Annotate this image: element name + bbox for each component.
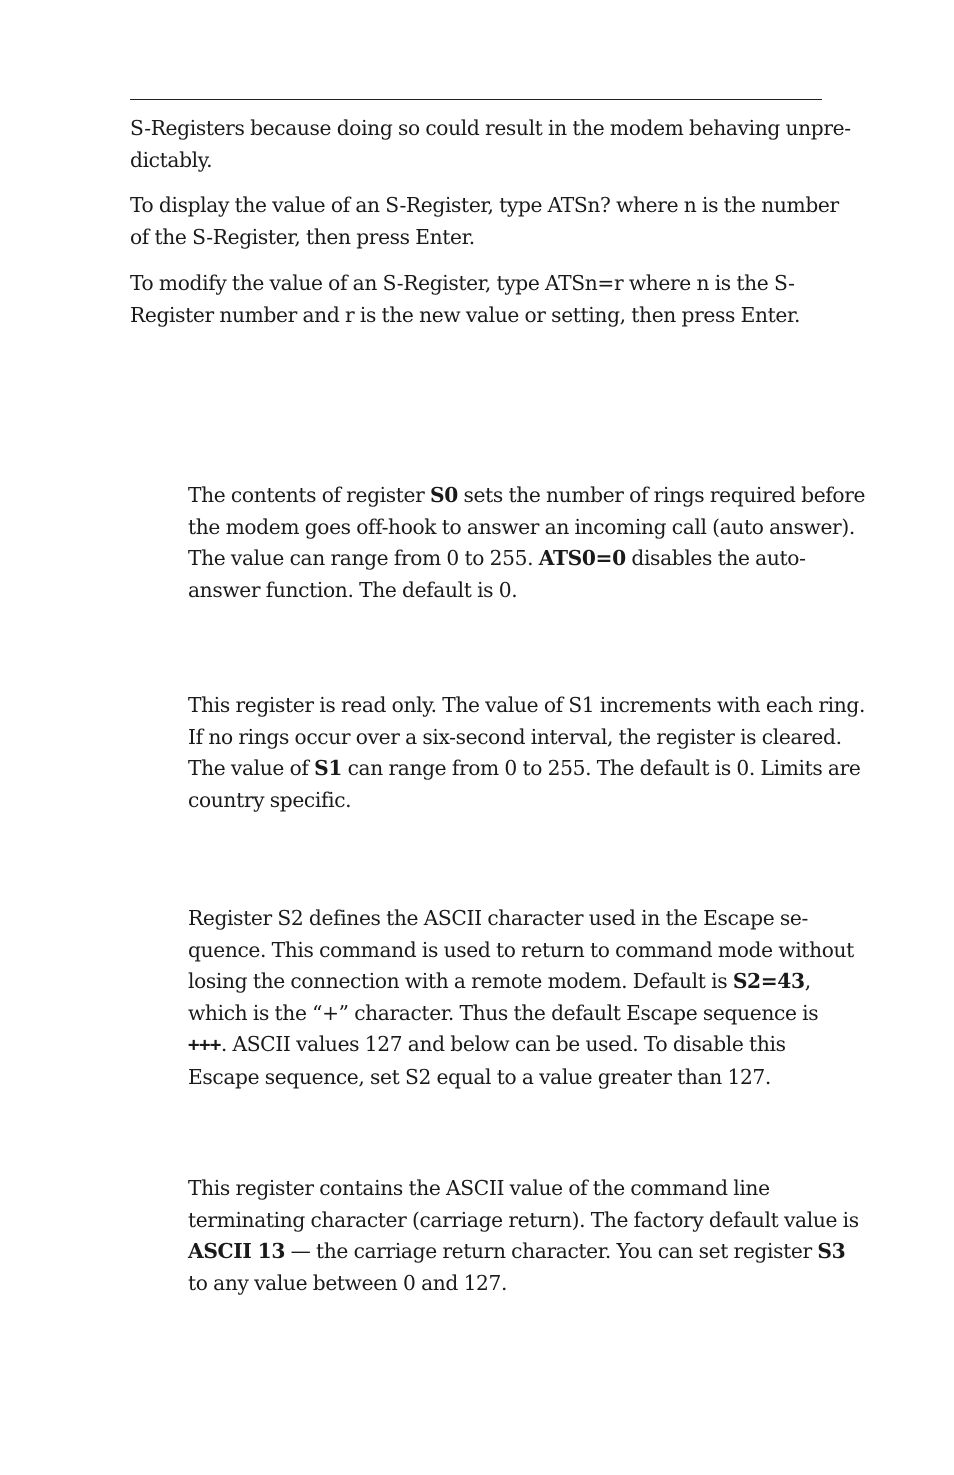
s0-line-2: the modem goes off-hook to answer an incoming call (auto answer). <box>188 514 855 539</box>
s3-line-4: to any value between 0 and 127. <box>188 1270 508 1295</box>
intro-paragraph-3 <box>130 268 830 331</box>
s1-line-2: If no rings occur over a six-second interval, the register is cleared. <box>188 724 842 749</box>
intro-p3-line-2: Register number and r is the new value or setting, then press Enter. <box>130 302 801 327</box>
s3-line-2: terminating character (carriage return). The factory default value is <box>188 1207 859 1232</box>
s1-line-4: country specific. <box>188 787 352 812</box>
s3-default-value: ASCII 13 <box>188 1239 286 1263</box>
s2-line-6: Escape sequence, set S2 equal to a value greater than 127. <box>188 1064 771 1089</box>
s2-line-2: quence. This command is used to return to command mode without <box>188 937 854 962</box>
intro-p1-line-2: dictably. <box>130 147 213 172</box>
s3-text: — the carriage return character. You can set register <box>285 1239 818 1263</box>
s2-text: losing the connection with a remote modem. Default is <box>188 969 733 993</box>
s2-line-4: which is the “+” character. Thus the default Escape sequence is <box>188 1000 819 1025</box>
s1-line-1: This register is read only. The value of S1 increments with each ring. <box>188 693 866 717</box>
s0-command: ATS0=0 <box>538 546 626 570</box>
intro-paragraph-1 <box>130 113 851 176</box>
s3-line-1: This register contains the ASCII value of the command line <box>188 1176 770 1200</box>
s2-default-value: S2=43 <box>732 969 805 993</box>
s2-text: , <box>804 969 811 993</box>
s1-line-3 <box>188 753 861 785</box>
s0-text: disables the auto- <box>625 546 806 570</box>
s0-line-4: answer function. The default is 0. <box>188 577 518 602</box>
intro-p3-line-1: To modify the value of an S-Register, type ATSn=r where n is the S- <box>130 271 795 295</box>
s0-line-3 <box>188 543 838 575</box>
s3-line-3 <box>188 1236 846 1268</box>
intro-p2-line-2: of the S-Register, then press Enter. <box>130 224 475 249</box>
s1-register-name: S1 <box>314 756 343 780</box>
s3-register-name: S3 <box>817 1239 846 1263</box>
s1-text: The value of <box>188 756 315 780</box>
s2-line-3 <box>188 966 838 998</box>
s2-escape-sequence: +++ <box>188 1034 221 1056</box>
s2-description <box>188 903 854 1093</box>
s0-text: The value can range from 0 to 255. <box>188 546 539 570</box>
s0-description <box>188 480 866 606</box>
s0-register-name: S0 <box>430 483 458 507</box>
s0-text: The contents of register <box>188 483 430 507</box>
s2-line-1: Register S2 defines the ASCII character used in the Escape se- <box>188 906 808 930</box>
s0-line-1 <box>188 480 866 512</box>
s0-text: sets the number of rings required before <box>457 483 866 507</box>
s1-description <box>188 690 866 816</box>
intro-p1-line-1: S-Registers because doing so could result in the modem behaving unpre- <box>130 116 851 140</box>
intro-paragraph-2 <box>130 190 839 253</box>
header-rule <box>130 99 822 100</box>
s1-text: can range from 0 to 255. The default is 0. Limits are <box>342 756 861 780</box>
s3-description <box>188 1173 859 1299</box>
s2-line-5 <box>188 1029 838 1062</box>
intro-p2-line-1: To display the value of an S-Register, type ATSn? where n is the number <box>130 193 839 217</box>
s2-text: . ASCII values 127 and below can be used. To disable this <box>220 1032 786 1056</box>
